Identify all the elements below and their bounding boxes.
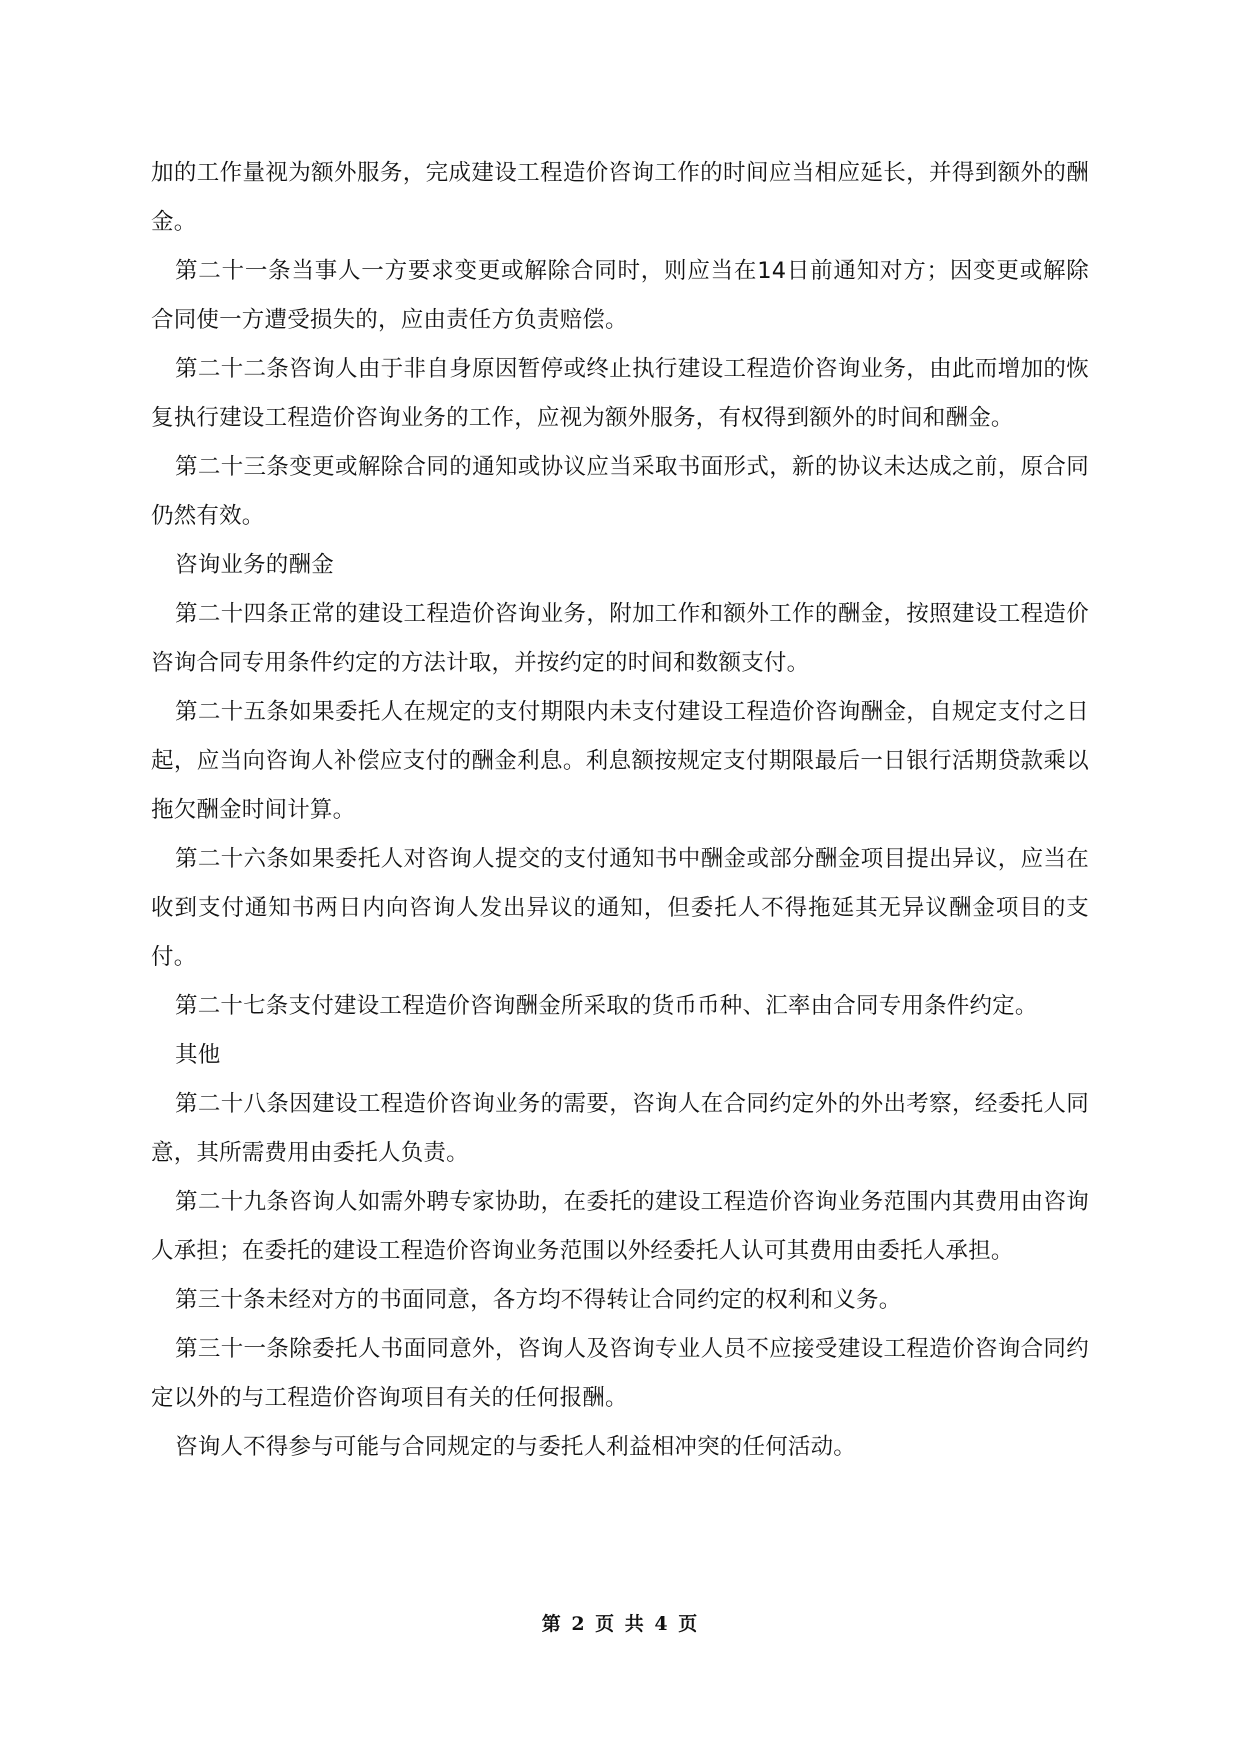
paragraph-article-26: 第二十六条如果委托人对咨询人提交的支付通知书中酬金或部分酬金项目提出异议，应当在收到支付通知书两日内向咨询人发出异议的通知，但委托人不得拖延其无异议酬金项目的支付。 bbox=[151, 846, 1089, 970]
paragraph-article-22: 第二十二条咨询人由于非自身原因暂停或终止执行建设工程造价咨询业务，由此而增加的恢复执行建设工程造价咨询业务的工作，应视为额外服务，有权得到额外的时间和酬金。 bbox=[151, 356, 1089, 431]
paragraph-article-31: 第三十一条除委托人书面同意外，咨询人及咨询专业人员不应接受建设工程造价咨询合同约定以外的与工程造价咨询项目有关的任何报酬。 bbox=[151, 1336, 1089, 1411]
paragraph-article-24: 第二十四条正常的建设工程造价咨询业务，附加工作和额外工作的酬金，按照建设工程造价咨询合同专用条件约定的方法计取，并按约定的时间和数额支付。 bbox=[151, 601, 1089, 676]
page-number-footer: 第 2 页 共 4 页 bbox=[541, 1613, 700, 1635]
paragraph-article-25: 第二十五条如果委托人在规定的支付期限内未支付建设工程造价咨询酬金，自规定支付之日起，应当向咨询人补偿应支付的酬金利息。利息额按规定支付期限最后一日银行活期贷款乘以拖欠酬金时间计算。 bbox=[151, 699, 1089, 823]
section-heading-other: 其他 bbox=[175, 1042, 221, 1068]
paragraph-article-21: 第二十一条当事人一方要求变更或解除合同时，则应当在14日前通知对方；因变更或解除合同使一方遭受损失的，应由责任方负责赔偿。 bbox=[151, 258, 1089, 333]
paragraph-no-conflict: 咨询人不得参与可能与合同规定的与委托人利益相冲突的任何活动。 bbox=[175, 1434, 857, 1460]
section-heading-fees: 咨询业务的酬金 bbox=[175, 552, 334, 578]
paragraph-continuation: 加的工作量视为额外服务，完成建设工程造价咨询工作的时间应当相应延长，并得到额外的酬金。 bbox=[151, 160, 1089, 235]
paragraph-article-29: 第二十九条咨询人如需外聘专家协助，在委托的建设工程造价咨询业务范围内其费用由咨询人承担；在委托的建设工程造价咨询业务范围以外经委托人认可其费用由委托人承担。 bbox=[151, 1189, 1089, 1264]
paragraph-article-23: 第二十三条变更或解除合同的通知或协议应当采取书面形式，新的协议未达成之前，原合同仍然有效。 bbox=[151, 454, 1089, 529]
paragraph-article-27: 第二十七条支付建设工程造价咨询酬金所采取的货币币种、汇率由合同专用条件约定。 bbox=[175, 993, 1038, 1019]
paragraph-article-28: 第二十八条因建设工程造价咨询业务的需要，咨询人在合同约定外的外出考察，经委托人同意，其所需费用由委托人负责。 bbox=[151, 1091, 1089, 1166]
document-body bbox=[151, 149, 1089, 1472]
paragraph-article-30: 第三十条未经对方的书面同意，各方均不得转让合同约定的权利和义务。 bbox=[175, 1287, 902, 1313]
